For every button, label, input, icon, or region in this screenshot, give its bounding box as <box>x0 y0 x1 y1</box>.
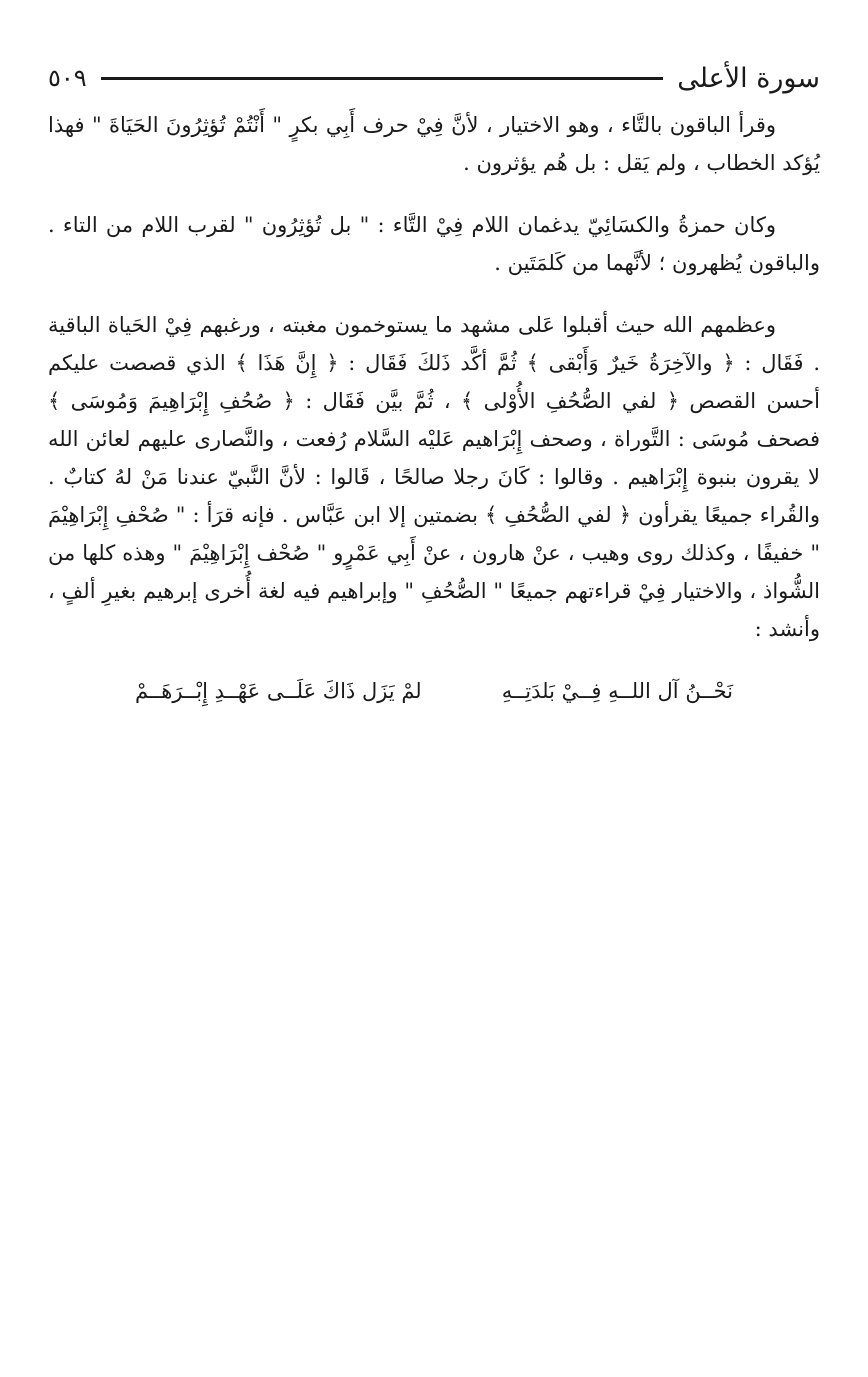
paragraph-1: وقرأ الباقون بالتَّاء ، وهو الاختيار ، لأنَّ فِيْ حرف أَبِي بكرٍ " أَنْتُمْ تُؤثِرُونَ الحَيَاةَ " فهذا يُؤكد الخطاب ، ولم يَقل : بل هُم يؤثرون . <box>48 113 820 175</box>
verse-first-hemistich: نَحْــنُ آل اللــهِ فِــيْ بَلدَتِــهِ <box>501 679 734 703</box>
verse-second-hemistich: لمْ يَزَل ذَاكَ عَلَــى عَهْــدِ إِبْــرَهَــمْ <box>135 679 422 703</box>
surah-title: سورة الأعلى <box>677 62 820 94</box>
header-rule <box>101 77 664 80</box>
poetry-verse <box>48 672 820 710</box>
page-header <box>48 58 820 98</box>
paragraph-2: وكان حمزةُ والكسَائِيّ يدغمان اللام فِيْ التَّاء : " بل تُؤثِرُون " لقرب اللام من التاء . والباقون يُظهرون ؛ لأنَّهما من كَلمَتَين . <box>48 213 820 275</box>
page-number: ٥٠٩ <box>48 64 87 92</box>
book-page <box>48 58 820 710</box>
paragraph-3: وعظمهم الله حيث أقبلوا عَلى مشهد ما يستوخمون مغبته ، ورغبهم فِيْ الحَياة الباقية . فَقَال : ﴿ والآخِرَةُ خَيرٌ وَأَبْقى ﴾ ثُمَّ أكَّد ذَلكَ فَقَال : ﴿ إِنَّ هَذَا ﴾ الذي قصصت عليكم أحسن القصص ﴿ لفي الصُّحُفِ الأُوْلى ﴾ ، ثُمَّ بيَّن فَقَال : ﴿ صُحُفِ إِبْرَاهِيمَ وَمُوسَى ﴾ فصحف مُوسَى : التَّوراة ، وصحف إِبْرَاهيم عَليْه السَّلام رُفعت ، والنَّصارى عليهم لعائن الله لا يقرون بنبوة إِبْرَاهيم . وقالوا : كَانَ رجلا صالحًا ، قَالوا : لأنَّ النَّبيّ عندنا مَنْ لهُ كتابٌ . والقُراء جميعًا يقرأون ﴿ لفي الصُّحُفِ ﴾ بضمتين إلا ابن عَبَّاس . فإنه قرَأ : " صُحْفِ إِبْرَاهِيْمَ " خفيفًا ، وكذلك روى وهيب ، عنْ هارون ، عنْ أَبِي عَمْرٍو " صُحْف إِبْرَاهِيْمَ " وهذه كلها من الشُّواذ ، والاختيار فِيْ قراءتهم جميعًا " الصُّحُفِ " وإبراهيم فيه لغة أُخرى إبرهيم بغيرِ ألفٍ ، وأنشد : <box>48 313 820 641</box>
